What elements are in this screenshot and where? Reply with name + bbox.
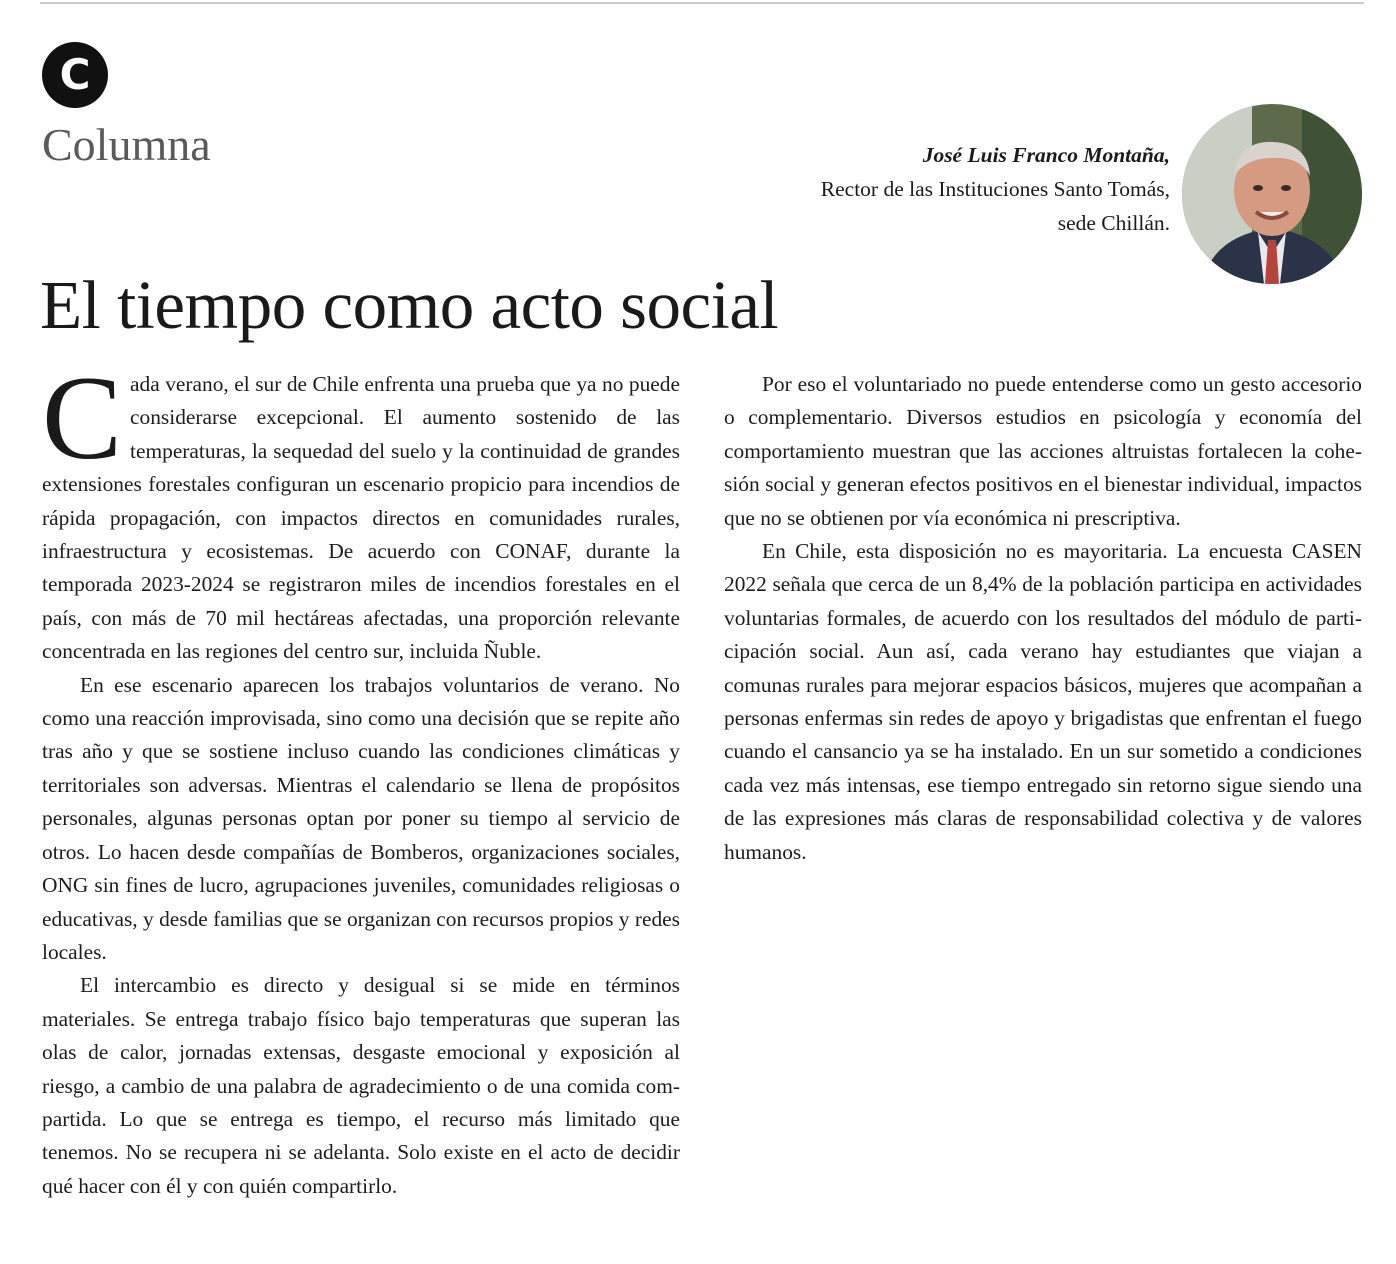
section-badge xyxy=(42,42,108,108)
author-portrait xyxy=(1182,104,1362,284)
author-location: sede Chillán. xyxy=(1057,211,1170,235)
dropcap: C xyxy=(42,351,123,484)
article-column-left xyxy=(42,351,680,1203)
byline xyxy=(821,138,1170,240)
section-label: Columna xyxy=(42,119,211,170)
section-badge-letter: C xyxy=(59,50,91,99)
author-role: Rector de las Instituciones Santo Tomás, xyxy=(820,177,1170,201)
author-portrait-image xyxy=(1182,104,1362,284)
author-name: José Luis Franco Montaña, xyxy=(922,143,1170,167)
paragraph-1 xyxy=(42,351,680,669)
article-column-right xyxy=(724,368,1362,869)
paragraph-3: El intercambio es directo y desigual si se mide en términos materiales. Se entrega trabajo físico bajo temperaturas que superan las olas de calor, jornadas extensas, desgaste emocional y exposición al riesgo, a cambio de una palabra de agradecimiento o de una comida compartida. Lo que se entrega es tiempo, el recurso más limitado que tenemos. No se recupera ni se adelanta. Solo existe en el acto de decidir qué hacer con él y con quién compartirlo. xyxy=(42,973,680,1198)
headline: El tiempo como acto social xyxy=(40,267,779,343)
paragraph-4: Por eso el voluntariado no puede entenderse como un gesto accesorio o complementario. Diversos estudios en psicología y economía del comportamiento muestran que las acciones altruistas fortalecen la cohesión social y generan efectos positivos en el bienestar individual, impactos que no se obtienen por vía económica ni prescriptiva. xyxy=(724,372,1362,530)
paragraph-2: En ese escenario aparecen los trabajos voluntarios de verano. No como una reacción improvisada, sino como una decisión que se repite año tras año y que se sostiene incluso cuando las condiciones climáticas y territoriales son adversas. Mientras el calendario se llena de propósitos personales, algunas personas optan por poner su tiempo al servicio de otros. Lo hacen desde compañías de Bomberos, organizaciones sociales, ONG sin fines de lucro, agrupaciones juveniles, comunidades religiosas o educativas, y desde familias que se organizan con recursos propios y redes locales. xyxy=(42,672,680,964)
paragraph-1-text: ada verano, el sur de Chile enfrenta una prueba que ya no puede considerarse excepcional. El aumento sostenido de las temperaturas, la sequedad del suelo y la continuidad de grandes extensiones forestales configuran un escenario propicio para incendios de rápida propagación, con impactos directos en comunidades rurales, infraestructura y ecosistemas. De acuerdo con CONAF, durante la temporada 2023-2024 se registraron miles de incendios forestales en el país, con más de 70 mil hectáreas afectadas, una proporción relevante concentrada en las regiones del centro sur, incluida Ñuble. xyxy=(42,372,680,664)
paragraph-5: En Chile, esta disposición no es mayoritaria. La encuesta CASEN 2022 señala que cerca de un 8,4% de la población participa en actividades voluntarias formales, de acuerdo con los resultados del módulo de participación social. Aun así, cada verano hay estudiantes que viajan a comunas rurales para mejorar espacios básicos, mujeres que acompañan a personas enfermas sin redes de apoyo y brigadistas que enfrentan el fuego cuando el cansancio ya se ha instalado. En un sur sometido a condiciones cada vez más intensas, ese tiempo entregado sin retorno sigue siendo una de las expresiones más claras de responsabilidad colectiva y de valores humanos. xyxy=(724,539,1362,864)
top-rule xyxy=(40,2,1364,4)
